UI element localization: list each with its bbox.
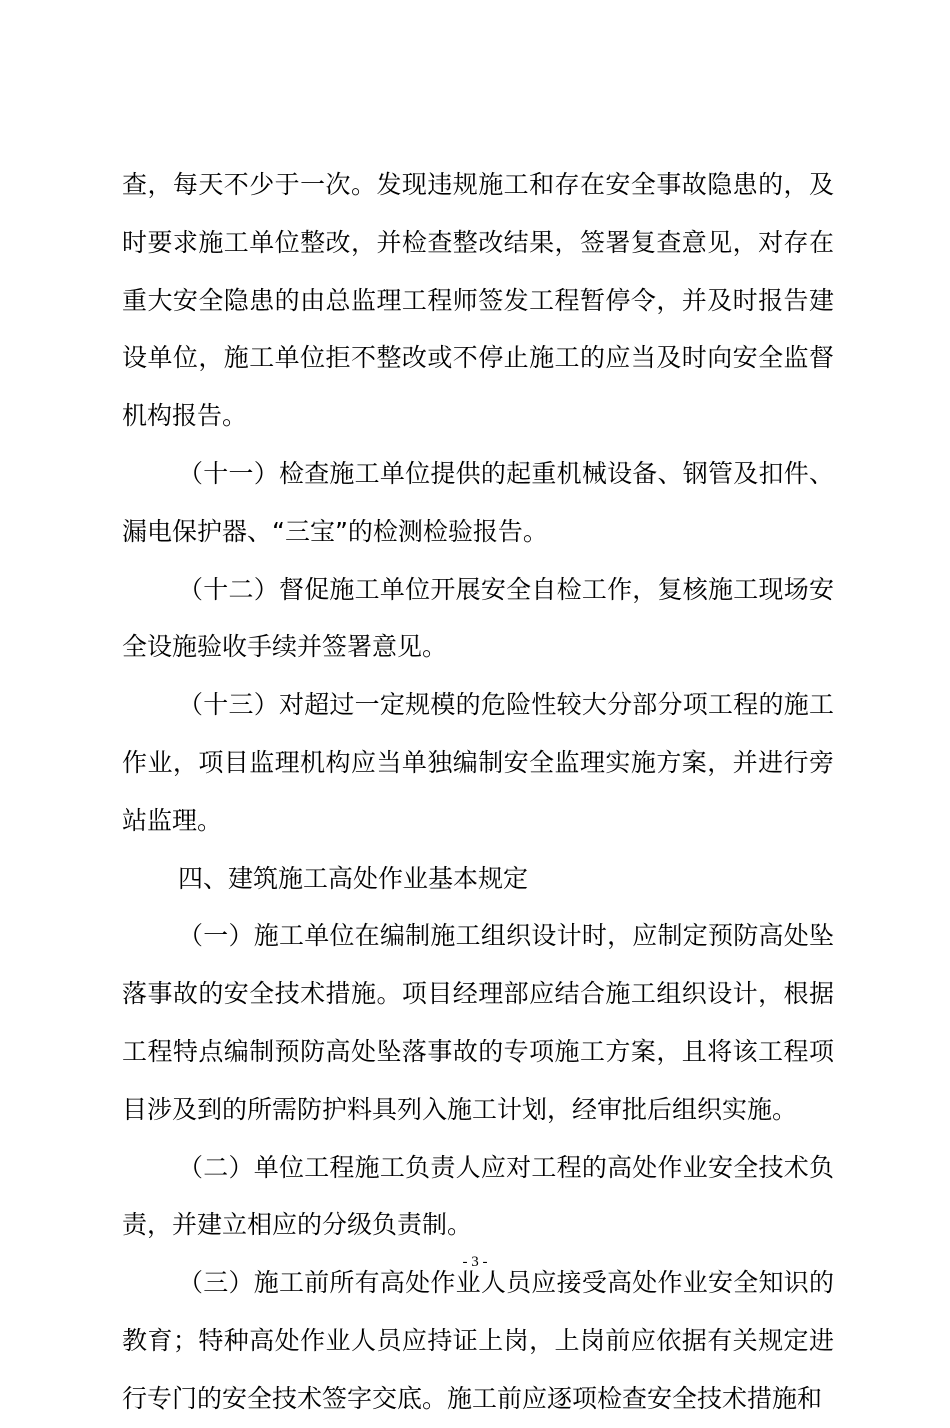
paragraph-item-13: （十三）对超过一定规模的危险性较大分部分项工程的施工作业，项目监理机构应当单独编制安全监理实施方案，并进行旁站监理。 <box>122 690 834 835</box>
paragraph-section4-item-1: （一）施工单位在编制施工组织设计时，应制定预防高处坠落事故的安全技术措施。项目经理部应结合施工组织设计，根据工程特点编制预防高处坠落事故的专项施工方案，且将该工程项目涉及到的所需防护料具列入施工计划，经审批后组织实施。 <box>122 921 834 1124</box>
paragraph-section4-item-2: （二）单位工程施工负责人应对工程的高处作业安全技术负责，并建立相应的分级负责制。 <box>122 1152 834 1240</box>
paragraph-continuation: 查，每天不少于一次。发现违规施工和存在安全事故隐患的，及时要求施工单位整改，并检查整改结果，签署复查意见，对存在重大安全隐患的由总监理工程师签发工程暂停令，并及时报告建设单位，施工单位拒不整改或不停止施工的应当及时向安全监督机构报告。 <box>122 170 834 431</box>
paragraph-item-11: （十一）检查施工单位提供的起重机械设备、钢管及扣件、漏电保护器、“三宝”的检测检验报告。 <box>122 458 834 546</box>
paragraph-item-12: （十二）督促施工单位开展安全自检工作，复核施工现场安全设施验收手续并签署意见。 <box>122 574 834 662</box>
body-text <box>122 156 834 1428</box>
paragraph-section4-item-3: （三）施工前所有高处作业人员应接受高处作业安全知识的教育；特种高处作业人员应持证上岗，上岗前应依据有关规定进行专门的安全技术签字交底。施工前应逐项检查安全技术措施和 <box>122 1268 834 1413</box>
section-heading-4: 四、建筑施工高处作业基本规定 <box>178 863 529 893</box>
page-number: - 3 - <box>462 1254 488 1270</box>
